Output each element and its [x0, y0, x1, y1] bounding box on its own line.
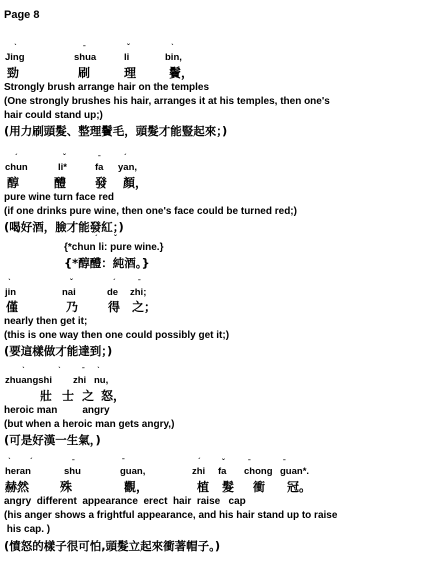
- chinese-translation: (喝好酒，臉才能發紅；): [4, 220, 124, 234]
- hanzi-char: 赫然: [5, 480, 30, 494]
- pinyin-word: guan*.: [280, 466, 310, 477]
- pinyin-word: zhi: [73, 375, 87, 386]
- translation-line: (One strongly brushes his hair, arranges it at his temples, then one's: [4, 96, 330, 107]
- hanzi-char: 刷: [78, 66, 91, 80]
- pinyin-word: chong: [244, 466, 273, 477]
- hanzi-char: 勁: [7, 66, 20, 80]
- gloss-line: pure wine turn face red: [4, 192, 115, 203]
- chinese-translation: (憤怒的樣子很可怕,頭髮立起來衝著帽子。): [4, 539, 221, 553]
- hanzi-char: 僅: [6, 300, 19, 314]
- pinyin-word: zhi: [192, 466, 206, 477]
- hanzi-char: 壯: [40, 389, 53, 403]
- hanzi-char: 醴: [54, 176, 67, 190]
- chinese-translation: (可是好漢一生氣，): [4, 433, 101, 447]
- pinyin-word: li*: [58, 162, 67, 173]
- footnote-english: {*chun li: pure wine.}: [64, 242, 164, 253]
- pinyin-word: yan,: [118, 162, 138, 173]
- hanzi-char: 乃: [66, 300, 79, 314]
- pinyin-word: zhuangshi: [5, 375, 52, 386]
- pinyin-word: fa: [218, 466, 227, 477]
- gloss-line: Strongly brush arrange hair on the temples: [4, 82, 210, 93]
- hanzi-char: 鬢，: [169, 66, 194, 80]
- hanzi-char: 怒，: [101, 389, 126, 403]
- translation-line: his cap. ): [4, 524, 51, 535]
- pinyin-word: de: [107, 287, 119, 298]
- hanzi-char: 理: [124, 66, 137, 80]
- pinyin-word: jin: [5, 287, 17, 298]
- translation-line: (his anger shows a frightful appearance, and his hair stand up to raise: [4, 510, 338, 521]
- document-page: Page 8 ˋ ˉ ˇ ˋ Jing shua li bin, 勁 刷 理 鬢， Strongly brush arrange hair on the temples (One strongly brushes his hair, arranges it at his temples, then one's hair could stand up;) (用力刷頭髮、整理鬢毛，頭髮才能豎起來；) ˊ ˇ ˉ ˊ chun li* fa yan, 醇 醴 發 顏， pure wine turn face red (if one drinks pure wine, then one's face could be turned red;) (喝好酒，臉才能發紅；) ˊ ˇ {*chun li: pure wine.} {*醇醴：純酒。} ˋ ˇ ˊ ˉ jin nai de zhi; 僅 乃 得 之； nearly then get it; (this is one way then one could possibly get it;) (要這樣做才能達到；) ˋ ˋ ˉ ˋ zhuangshi zhi nu, 壯 士 之 怒， heroic man angry (but when a heroic man gets angry,) (可是好漢一生氣，) ˋ ˊ ˉ ˉ ˊ ˇ ˉ ˉ heran shu guan, zhi fa chong guan*. 赫然 殊 觀， 植 髮 衝 冠。 angry different appearance erect hair raise cap (his anger shows a frightful appearance, and his hair stand up to raise his cap. ) (憤怒的樣子很可怕,頭髮立起來衝著帽子。): [4, 9, 338, 553]
- hanzi-char: 髮: [222, 480, 235, 494]
- footnote-chinese: {*醇醴：純酒。}: [64, 256, 150, 270]
- hanzi-char: 得: [108, 300, 121, 314]
- hanzi-char: 士: [62, 389, 75, 403]
- gloss-line: nearly then get it;: [4, 316, 88, 327]
- gloss-line: angry different appearance erect hair raise cap: [4, 496, 246, 507]
- gloss-line: heroic man angry: [4, 405, 110, 416]
- chinese-translation: (要這樣做才能達到；): [4, 344, 113, 358]
- hanzi-char: 發: [95, 176, 108, 190]
- hanzi-char: 殊: [60, 480, 73, 494]
- translation-line: hair could stand up;): [4, 110, 103, 121]
- hanzi-char: 植: [197, 480, 210, 494]
- hanzi-char: 之: [82, 389, 95, 403]
- hanzi-char: 冠。: [287, 480, 312, 494]
- pinyin-word: fa: [95, 162, 104, 173]
- pinyin-word: heran: [5, 466, 31, 477]
- pinyin-word: zhi;: [130, 287, 147, 298]
- hanzi-char: 醇: [7, 176, 20, 190]
- pinyin-word: shu: [64, 466, 81, 477]
- hanzi-char: 之；: [132, 300, 157, 314]
- translation-line: (this is one way then one could possibly get it;): [4, 330, 230, 341]
- pinyin-word: Jing: [5, 52, 25, 63]
- pinyin-word: chun: [5, 162, 28, 173]
- translation-line: (but when a heroic man gets angry,): [4, 419, 175, 430]
- translation-line: (if one drinks pure wine, then one's face could be turned red;): [4, 206, 297, 217]
- pinyin-word: guan,: [120, 466, 146, 477]
- hanzi-char: 衝: [253, 480, 266, 494]
- hanzi-char: 顏，: [123, 176, 148, 190]
- pinyin-word: nai: [62, 287, 76, 298]
- pinyin-word: nu,: [94, 375, 109, 386]
- chinese-translation: (用力刷頭髮、整理鬢毛，頭髮才能豎起來；): [4, 124, 228, 138]
- page-title: Page 8: [4, 9, 40, 21]
- pinyin-word: li: [124, 52, 130, 63]
- pinyin-word: shua: [74, 52, 97, 63]
- hanzi-char: 觀，: [124, 480, 149, 494]
- pinyin-word: bin,: [165, 52, 182, 63]
